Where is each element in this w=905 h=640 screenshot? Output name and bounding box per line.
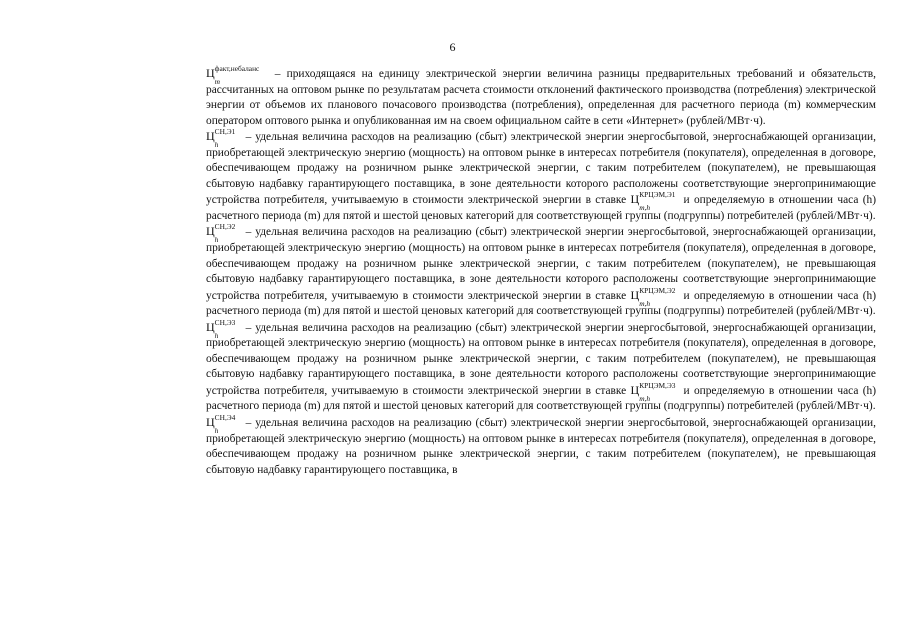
inline-formula-symbol: Ц КРЦЭМ,Э3 m,h xyxy=(630,380,676,403)
definition-paragraph xyxy=(206,317,876,415)
formula-superscript: СН,Э2 xyxy=(214,222,236,232)
definition-text: – удельная величина расходов на реализацию (сбыт) электрической энергии энергосбытовой, энергоснабжающей организации, приобретающей электрическую энергию (мощность) на оптовом рынке в интересах потребителя (покупателя), определенная в договоре, обеспечивающем продажу на розничном рынке электрической энергии, с таким потребителем (покупателем), не превышающая сбытовую надбавку гарантирующего поставщика, в xyxy=(206,417,876,476)
formula-symbol: Ц СН,Э3 h xyxy=(206,317,236,340)
page-number: 6 xyxy=(449,40,456,54)
formula-superscript: КРЦЭМ,Э3 xyxy=(639,380,676,390)
formula-superscript: СН,Э4 xyxy=(214,413,236,423)
formula-superscript: СН,Э3 xyxy=(214,317,236,327)
formula-superscript: КРЦЭМ,Э2 xyxy=(639,285,676,295)
definition-paragraph xyxy=(206,129,876,224)
formula-subscript: m,h xyxy=(639,298,651,308)
formula-subscript: h xyxy=(214,330,219,340)
formula-symbol: Ц факт,небаланс m xyxy=(206,64,260,86)
formula-subscript: h xyxy=(214,426,219,436)
definition-text: и определяемую в отношении часа (h) расчетного периода (m) для пятой и шестой ценовых категорий для соответствующей группы (подгруппы) потребителей (рублей/МВт·ч). xyxy=(206,289,876,318)
definition-text: – удельная величина расходов на реализацию (сбыт) электрической энергии энергосбытовой, энергоснабжающей организации, приобретающей электрическую энергию (мощность) на оптовом рынке в интересах потребителя (покупателя), определенная в договоре, обеспечивающем продажу на розничном рынке электрической энергии, с таким потребителем (покупателем), не превышающая сбытовую надбавку гарантирующего поставщика, в зоне деятельности которого расположены соответствующие энергопринимающие устройства потребителя, учитываемую в стоимости электрической энергии в ставке xyxy=(206,321,876,397)
document-body xyxy=(206,66,876,478)
inline-formula-symbol: Ц КРЦЭМ,Э2 m,h xyxy=(630,285,676,308)
formula-subscript: h xyxy=(214,140,219,150)
definition-text: – удельная величина расходов на реализацию (сбыт) электрической энергии энергосбытовой, энергоснабжающей организации, приобретающей электрическую энергию (мощность) на оптовом рынке в интересах потребителя (покупателя), определенная в договоре, обеспечивающем продажу на розничном рынке электрической энергии, с таким потребителем (покупателем), не превышающая сбытовую надбавку гарантирующего поставщика, в зоне деятельности которого расположены соответствующие энергопринимающие устройства потребителя, учитываемую в стоимости электрической энергии в ставке xyxy=(206,226,876,302)
definition-paragraph xyxy=(206,66,876,129)
formula-subscript: m,h xyxy=(639,393,651,403)
formula-superscript: СН,Э1 xyxy=(214,127,236,137)
formula-symbol: Ц СН,Э1 h xyxy=(206,127,236,150)
definition-paragraph xyxy=(206,224,876,319)
formula-symbol: Ц СН,Э4 h xyxy=(206,413,236,436)
definition-paragraph xyxy=(206,415,876,478)
formula-superscript: КРЦЭМ,Э1 xyxy=(639,190,676,200)
formula-subscript: m xyxy=(214,77,221,86)
definition-text: – приходящаяся на единицу электрической энергии величина разницы предварительных требований и обязательств, рассчитанных на оптовом рынке по результатам расчета стоимости отклонений фактического производства (потребления) электрической энергии от объемов их планового почасового производства (потребления), определенная для расчетного периода (m) коммерческим оператором оптового рынка и опубликованная им на своем официальном сайте в сети «Интернет» (рублей/МВт·ч). xyxy=(206,68,876,127)
formula-symbol: Ц СН,Э2 h xyxy=(206,222,236,245)
inline-formula-symbol: Ц КРЦЭМ,Э1 m,h xyxy=(630,190,676,213)
formula-subscript: m,h xyxy=(639,203,651,213)
definition-text: и определяемую в отношении часа (h) расчетного периода (m) для пятой и шестой ценовых категорий для соответствующей группы (подгруппы) потребителей (рублей/МВт·ч). xyxy=(206,194,876,222)
definition-text: – удельная величина расходов на реализацию (сбыт) электрической энергии энергосбытовой, энергоснабжающей организации, приобретающей электрическую энергию (мощность) на оптовом рынке в интересах потребителя (покупателя), определенная в договоре, обеспечивающем продажу на розничном рынке электрической энергии, с таким потребителем (покупателем), не превышающая сбытовую надбавку гарантирующего поставщика, в зоне деятельности которого расположены соответствующие энергопринимающие устройства потребителя, учитываемую в стоимости электрической энергии в ставке xyxy=(206,131,876,207)
formula-subscript: h xyxy=(214,235,219,245)
formula-superscript: факт,небаланс xyxy=(214,64,260,73)
definition-text: и определяемую в отношении часа (h) расчетного периода (m) для пятой и шестой ценовых категорий для соответствующей группы (подгруппы) потребителей (рублей/МВт·ч). xyxy=(206,384,876,413)
